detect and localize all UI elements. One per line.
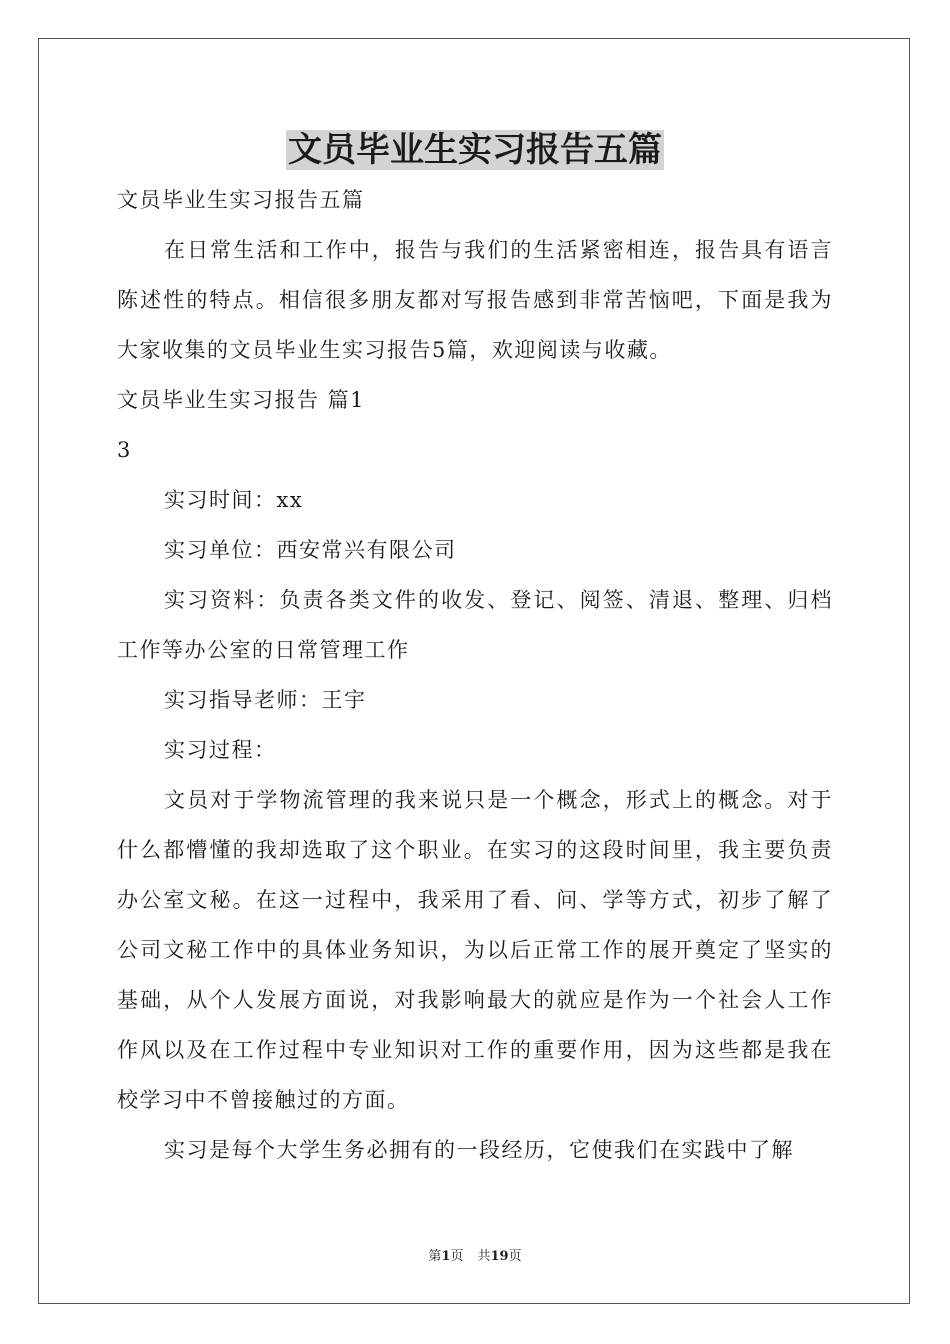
page-number: 1 [441, 1249, 451, 1264]
total-suffix: 页 [508, 1249, 522, 1264]
paragraph: 在日常生活和工作中，报告与我们的生活紧密相连，报告具有语言陈述性的特点。相信很多朋友都对写报告感到非常苦恼吧，下面是我为大家收集的文员毕业生实习报告5篇，欢迎阅读与收藏。 [117, 238, 833, 362]
paragraph: 3 [117, 438, 132, 462]
document-title-text: 文员毕业生实习报告五篇 [288, 130, 662, 170]
paragraph: 实习资料：负责各类文件的收发、登记、阅签、清退、整理、归档工作等办公室的日常管理工作 [117, 588, 833, 662]
page-footer [0, 1248, 950, 1266]
paragraph: 实习是每个大学生务必拥有的一段经历，它使我们在实践中了解 [164, 1138, 794, 1162]
paragraph: 实习时间：xx [164, 488, 304, 512]
document-body [117, 175, 833, 1175]
total-pages: 19 [490, 1249, 509, 1264]
paragraph: 实习指导老师：王宇 [164, 688, 367, 712]
paragraph: 实习单位：西安常兴有限公司 [164, 538, 457, 562]
paragraph: 文员对于学物流管理的我来说只是一个概念，形式上的概念。对于什么都懵懂的我却选取了这个职业。在实习的这段时间里，我主要负责办公室文秘。在这一过程中，我采用了看、问、学等方式，初步了解了公司文秘工作中的具体业务知识，为以后正常工作的展开奠定了坚实的基础，从个人发展方面说，对我影响最大的就应是作为一个社会人工作作风以及在工作过程中专业知识对工作的重要作用，因为这些都是我在校学习中不曾接触过的方面。 [117, 788, 833, 1112]
paragraph: 文员毕业生实习报告 篇1 [117, 388, 366, 412]
paragraph: 文员毕业生实习报告五篇 [117, 188, 365, 212]
page-prefix: 第 [428, 1249, 442, 1264]
page-suffix: 页 [450, 1249, 464, 1264]
total-prefix: 共 [477, 1249, 491, 1264]
paragraph: 实习过程： [164, 738, 277, 762]
document-title [0, 126, 950, 174]
